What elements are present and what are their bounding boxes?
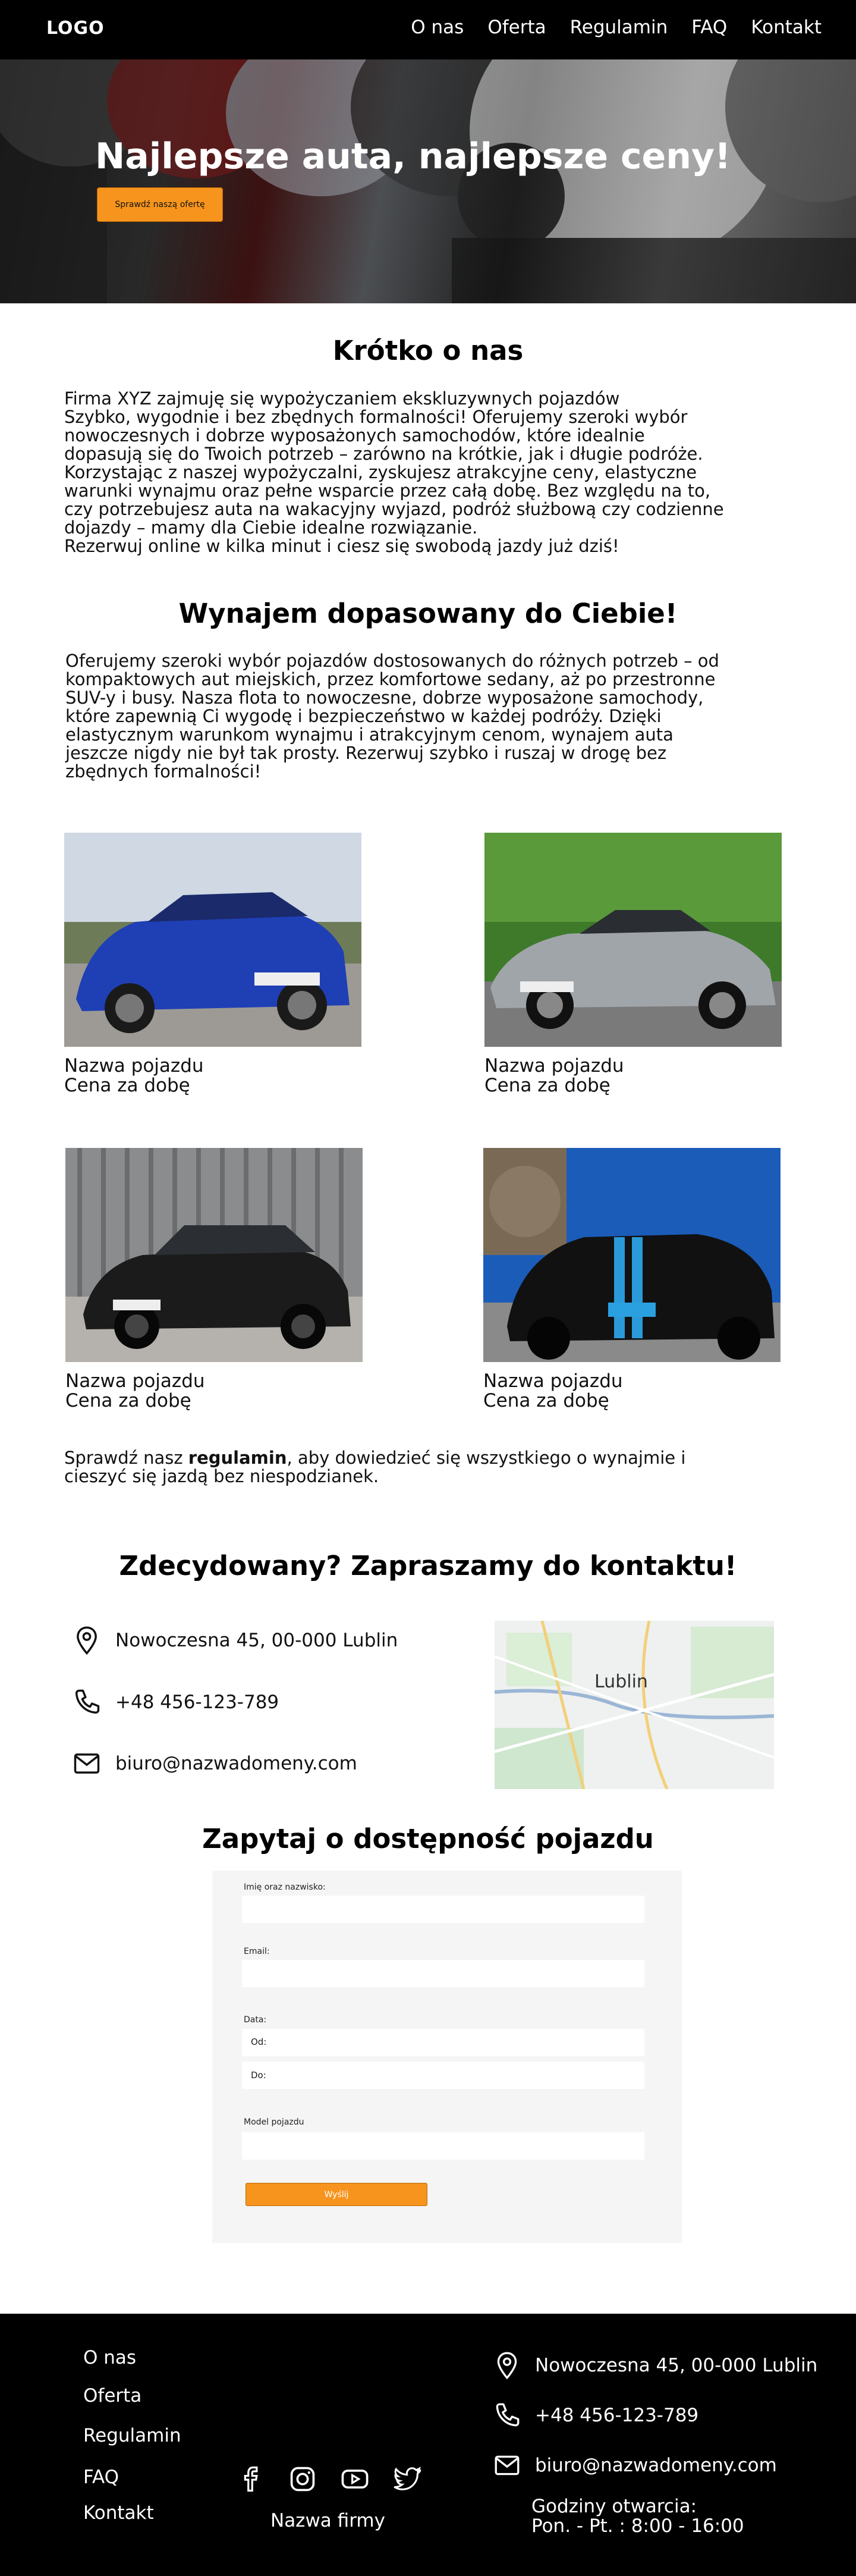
car-price: Cena za dobę xyxy=(65,1390,191,1411)
regulations-link[interactable]: regulamin xyxy=(188,1448,287,1468)
car-price: Cena za dobę xyxy=(64,1075,190,1096)
form-title: Zapytaj o dostępność pojazdu xyxy=(202,1823,654,1855)
rental-line: SUV-y i busy. Nasza flota to nowoczesne, dobrze wyposażone samochody, xyxy=(65,688,704,708)
footer-link-regulamin[interactable]: Regulamin xyxy=(83,2425,181,2446)
hero-title: Najlepsze auta, najlepsze ceny! xyxy=(95,136,731,177)
email-input[interactable] xyxy=(242,1960,644,1987)
about-line: nowoczesnych i dobrze wyposażonych samochodów, które idealnie xyxy=(64,425,645,445)
location-pin-icon xyxy=(492,2351,522,2380)
about-text xyxy=(64,390,724,556)
youtube-icon[interactable] xyxy=(339,2464,370,2495)
blue-audi-image xyxy=(64,833,361,1047)
date-to-label: Do: xyxy=(251,2070,266,2081)
car-name: Nazwa pojazdu xyxy=(64,1055,204,1077)
hero-banner xyxy=(0,59,856,303)
hero-background-cars xyxy=(0,59,856,303)
rental-line: jeszcze nigdy nie był tak prosty. Rezerwuj szybko i ruszaj w drogę bez xyxy=(65,743,667,763)
car-card[interactable] xyxy=(483,1148,781,1411)
site-header xyxy=(0,0,856,59)
nav-link-kontakt[interactable]: Kontakt xyxy=(751,17,822,38)
rental-line: które zapewnią Ci wygodę i bezpieczeństwo w każdej podróży. Dzięki xyxy=(65,706,662,726)
about-line: Korzystając z naszej wypożyczalni, zyskujesz atrakcyjne ceny, elastyczne xyxy=(64,462,697,482)
twitter-icon[interactable] xyxy=(392,2464,423,2495)
location-pin-icon xyxy=(71,1625,102,1656)
black-mustang-image xyxy=(483,1148,781,1362)
car-image xyxy=(64,833,361,1047)
regulations-text: Sprawdź nasz regulamin, aby dowiedzieć się wszystkiego o wynajmie i cieszyć się jazdą bez niespodzianek. xyxy=(64,1448,686,1486)
facebook-icon[interactable] xyxy=(235,2464,266,2495)
email-label: Email: xyxy=(244,1947,270,1956)
car-card[interactable] xyxy=(484,833,782,1096)
footer-address xyxy=(492,2351,817,2380)
footer-email[interactable] xyxy=(492,2451,777,2480)
map-city-label: Lublin xyxy=(594,1671,648,1692)
contact-address-text: Nowoczesna 45, 00-000 Lublin xyxy=(115,1630,398,1651)
location-map[interactable] xyxy=(495,1621,774,1789)
car-card[interactable] xyxy=(65,1148,363,1411)
nav-link-faq[interactable]: FAQ xyxy=(691,17,728,38)
social-links xyxy=(235,2464,444,2495)
name-input[interactable] xyxy=(242,1896,644,1923)
footer-phone-text[interactable]: +48 456-123-789 xyxy=(535,2405,699,2426)
rental-title: Wynajem dopasowany do Ciebie! xyxy=(178,598,678,629)
contact-email[interactable] xyxy=(71,1748,357,1779)
date-from-label: Od: xyxy=(251,2037,267,2047)
phone-icon xyxy=(492,2401,522,2430)
about-line: dojazdy – mamy dla Ciebie idealne rozwiązanie. xyxy=(64,517,478,538)
rental-line: kompaktowych aut miejskich, przez komfortowe sedany, aż po przestronne xyxy=(65,669,716,689)
model-input[interactable] xyxy=(242,2132,644,2160)
footer-email-text[interactable]: biuro@nazwadomeny.com xyxy=(535,2455,777,2476)
about-line: Firma XYZ zajmuję się wypożyczaniem ekskluzywnych pojazdów xyxy=(64,388,620,409)
availability-form xyxy=(212,1871,682,2243)
footer-link-faq[interactable]: FAQ xyxy=(83,2467,119,2488)
car-image xyxy=(484,833,782,1047)
main-nav xyxy=(387,17,822,38)
contact-title: Zdecydowany? Zapraszamy do kontaktu! xyxy=(119,1550,737,1582)
car-image xyxy=(65,1148,363,1362)
hours-value: Pon. - Pt. : 8:00 - 16:00 xyxy=(531,2515,744,2537)
mail-icon xyxy=(492,2451,522,2480)
date-to-input[interactable] xyxy=(242,2062,644,2089)
footer-link-oferta[interactable]: Oferta xyxy=(83,2385,142,2406)
instagram-icon[interactable] xyxy=(287,2464,318,2495)
rental-line: Oferujemy szeroki wybór pojazdów dostosowanych do różnych potrzeb – od xyxy=(65,651,719,671)
footer-link-kontakt[interactable]: Kontakt xyxy=(83,2502,154,2524)
black-skoda-image xyxy=(65,1148,363,1362)
contact-address xyxy=(71,1625,398,1656)
footer-address-text: Nowoczesna 45, 00-000 Lublin xyxy=(535,2355,818,2376)
logo[interactable]: LOGO xyxy=(46,18,105,39)
rental-line: zbędnych formalności! xyxy=(65,761,262,782)
hours-label: Godziny otwarcia: xyxy=(531,2496,697,2517)
contact-email-text[interactable]: biuro@nazwadomeny.com xyxy=(115,1753,357,1774)
date-label: Data: xyxy=(244,2015,267,2025)
car-price: Cena za dobę xyxy=(483,1390,609,1411)
car-name: Nazwa pojazdu xyxy=(484,1055,624,1077)
footer-phone[interactable] xyxy=(492,2401,698,2430)
nav-link-o-nas[interactable]: O nas xyxy=(411,17,464,38)
hero-offer-button[interactable]: Sprawdź naszą ofertę xyxy=(97,187,223,222)
submit-button[interactable]: Wyślij xyxy=(246,2183,427,2206)
car-name: Nazwa pojazdu xyxy=(65,1370,205,1392)
site-footer xyxy=(0,2314,856,2576)
map-graphic xyxy=(495,1621,774,1789)
about-line: dopasują się do Twoich potrzeb – zarówno na krótkie, jak i długie podróże. xyxy=(64,444,703,464)
about-line: czy potrzebujesz auta na wakacyjny wyjazd, podróż służbową czy codzienne xyxy=(64,499,724,519)
phone-icon xyxy=(71,1687,102,1718)
nav-link-oferta[interactable]: Oferta xyxy=(487,17,546,38)
contact-phone[interactable] xyxy=(71,1687,279,1718)
model-label: Model pojazdu xyxy=(244,2117,304,2127)
name-label: Imię oraz nazwisko: xyxy=(244,1882,326,1892)
rental-line: elastycznym warunkom wynajmu i atrakcyjnym cenom, wynajem auta xyxy=(65,724,674,745)
contact-phone-text[interactable]: +48 456-123-789 xyxy=(115,1692,279,1713)
date-from-input[interactable] xyxy=(242,2029,644,2056)
car-card[interactable] xyxy=(64,833,361,1096)
opening-hours xyxy=(531,2497,744,2536)
rental-text xyxy=(65,652,719,781)
car-name: Nazwa pojazdu xyxy=(483,1370,623,1392)
about-line: Rezerwuj online w kilka minut i ciesz się swobodą jazdy już dziś! xyxy=(64,536,619,556)
car-price: Cena za dobę xyxy=(484,1075,610,1096)
car-image xyxy=(483,1148,781,1362)
about-line: warunki wynajmu oraz pełne wsparcie przez całą dobę. Bez względu na to, xyxy=(64,481,711,501)
silver-mercedes-image xyxy=(484,833,782,1047)
about-title: Krótko o nas xyxy=(332,335,524,366)
footer-company-name: Nazwa firmy xyxy=(270,2510,385,2531)
footer-link-o-nas[interactable]: O nas xyxy=(83,2347,137,2368)
nav-link-regulamin[interactable]: Regulamin xyxy=(569,17,668,38)
mail-icon xyxy=(71,1748,102,1779)
about-line: Szybko, wygodnie i bez zbędnych formalności! Oferujemy szeroki wybór xyxy=(64,407,688,427)
